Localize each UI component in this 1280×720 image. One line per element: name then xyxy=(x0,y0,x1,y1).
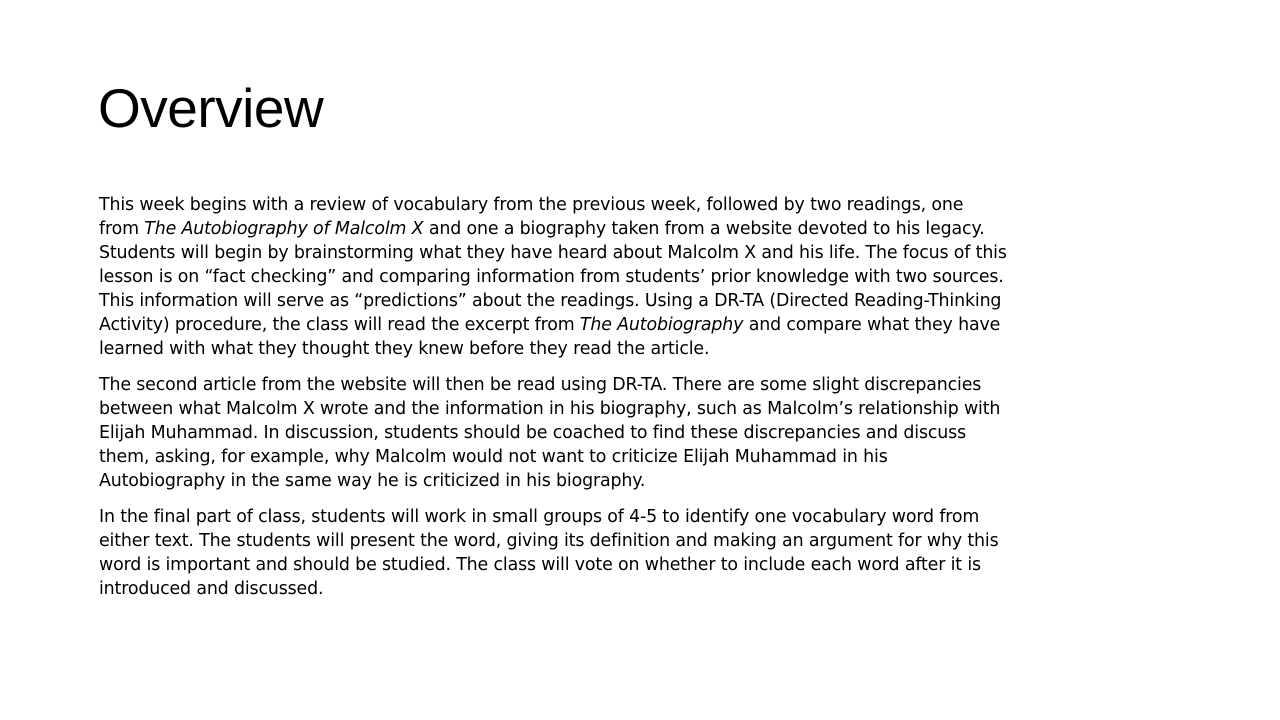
book-title-italic: The Autobiography xyxy=(579,315,744,335)
text-line: either text. The students will present the word, giving its definition and making an argument for why this xyxy=(99,531,999,551)
slide-title: Overview xyxy=(98,77,324,139)
text-line: them, asking, for example, why Malcolm would not want to criticize Elijah Muhammad in his xyxy=(99,447,888,467)
text-line: lesson is on “fact checking” and comparing information from students’ prior knowledge with two sources. xyxy=(99,267,1004,287)
text-line: Students will begin by brainstorming what they have heard about Malcolm X and his life. The focus of this xyxy=(99,243,1007,263)
text-line: This information will serve as “predictions” about the readings. Using a DR-TA (Directed Reading-Thinking xyxy=(99,291,1002,311)
text-line: This week begins with a review of vocabulary from the previous week, followed by two readings, one xyxy=(99,195,964,215)
text-line: Elijah Muhammad. In discussion, students should be coached to find these discrepancies and discuss xyxy=(99,423,966,443)
body-paragraph xyxy=(99,373,1199,493)
text-line: In the final part of class, students will work in small groups of 4-5 to identify one vocabulary word from xyxy=(99,507,980,527)
book-title-italic: The Autobiography of Malcolm X xyxy=(144,219,424,239)
text-line: word is important and should be studied. The class will vote on whether to include each word after it is xyxy=(99,555,981,575)
text-line: Autobiography in the same way he is criticized in his biography. xyxy=(99,471,646,491)
text-line: introduced and discussed. xyxy=(99,579,324,599)
body-paragraph xyxy=(99,505,1199,601)
text-line: The second article from the website will then be read using DR-TA. There are some slight discrepancies xyxy=(99,375,982,395)
text-line: Activity) procedure, the class will read the excerpt from The Autobiography and compare what they have xyxy=(99,315,1001,335)
text-line: from The Autobiography of Malcolm X and one a biography taken from a website devoted to his legacy. xyxy=(99,219,985,239)
text-line: between what Malcolm X wrote and the information in his biography, such as Malcolm’s relationship with xyxy=(99,399,1001,419)
text-line: learned with what they thought they knew before they read the article. xyxy=(99,339,710,359)
slide-body xyxy=(99,193,1199,613)
body-paragraph xyxy=(99,193,1199,361)
